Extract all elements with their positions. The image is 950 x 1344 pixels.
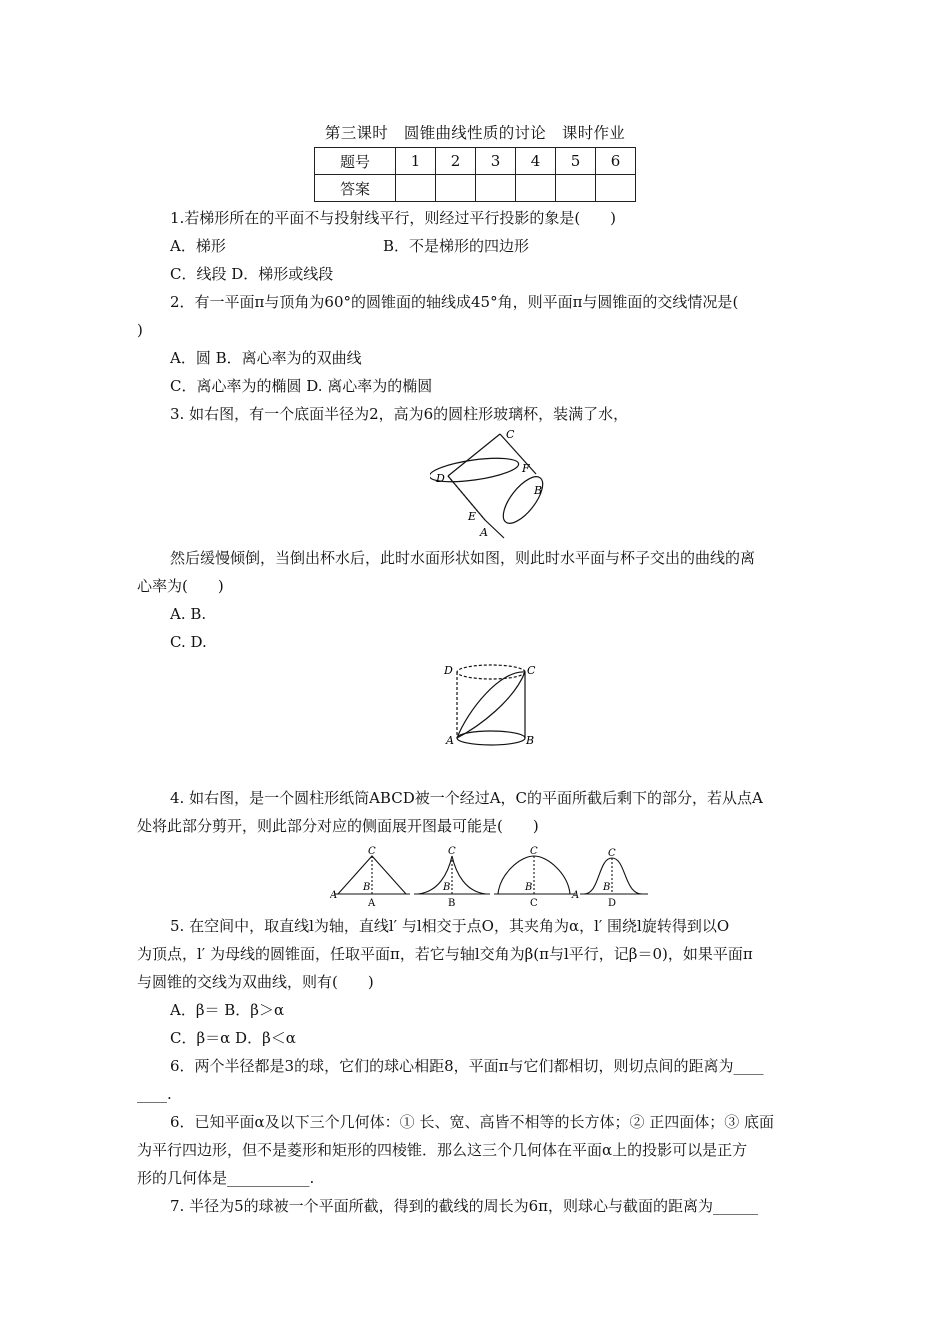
answer-cell xyxy=(396,175,436,202)
q4-panel-d-point-b: B xyxy=(603,882,611,893)
q5-line3: 与圆锥的交线为双曲线，则有( ) xyxy=(137,973,374,991)
q1-options-cd: C．线段 D．梯形或线段 xyxy=(170,265,334,283)
answer-cell xyxy=(556,175,596,202)
q4-label-a: A xyxy=(446,734,454,747)
answer-cell xyxy=(436,175,476,202)
answer-table-number: 1 xyxy=(396,148,436,175)
answer-table-number: 5 xyxy=(556,148,596,175)
q2-options-ab: A．圆 B．离心率为的双曲线 xyxy=(170,349,362,367)
q4-cut-cylinder-figure xyxy=(440,660,540,752)
page-title: 第三课时 圆锥曲线性质的讨论 课时作业 xyxy=(324,124,626,142)
q4-panel-a-point-c: C xyxy=(368,846,376,857)
q3-tilted-cylinder-figure xyxy=(430,426,550,542)
q3-label-d: D xyxy=(436,472,445,485)
q5-line1: 5. 在空间中，取直线l为轴，直线l′ 与l相交于点O，其夹角为α，l′ 围绕l旋转得到以O xyxy=(170,917,730,935)
answer-table-row-answers xyxy=(315,175,636,202)
answer-cell xyxy=(596,175,636,202)
q4-options-figure xyxy=(330,844,650,906)
answer-table-number: 4 xyxy=(516,148,556,175)
q3-label-b: B xyxy=(534,484,543,497)
q4-panel-c-point-b: B xyxy=(525,882,533,893)
q1-stem: 1.若梯形所在的平面不与投射线平行，则经过平行投影的象是( ) xyxy=(170,209,617,227)
q6b-line2: 为平行四边形，但不是菱形和矩形的四棱锥．那么这三个几何体在平面α上的投影可以是正方 xyxy=(137,1141,748,1159)
q4-panel-c-label: C xyxy=(530,898,538,906)
q4-label-c: C xyxy=(527,664,536,677)
q4-panel-d-point-a: A xyxy=(572,890,580,901)
q3-label-c: C xyxy=(506,428,515,441)
q3-label-a: A xyxy=(480,526,488,539)
q5-options-cd: C．β＝α D．β＜α xyxy=(170,1029,296,1047)
q4-label-d: D xyxy=(444,664,453,677)
q4-panel-d-label: D xyxy=(608,898,617,906)
q6b-line3: 形的几何体是___________. xyxy=(137,1169,315,1187)
q3-label-e: E xyxy=(468,510,477,523)
q1-option-b: B．不是梯形的四边形 xyxy=(383,237,530,255)
q4-panel-c-point-c: C xyxy=(530,846,538,857)
q3-stem: 3. 如右图，有一个底面半径为2，高为6的圆柱形玻璃杯，装满了水， xyxy=(170,405,629,423)
q3-continuation-line1: 然后缓慢倾倒，当倒出杯水后，此时水面形状如图，则此时水平面与杯子交出的曲线的离 xyxy=(170,549,756,567)
q4-panel-a-label: A xyxy=(368,898,376,906)
q7-line1: 7. 半径为5的球被一个平面所截，得到的截线的周长为6π，则球心与截面的距离为______ xyxy=(170,1197,759,1215)
q4-label-b: B xyxy=(526,734,535,747)
q3-options-ab: A. B. xyxy=(170,605,207,623)
answer-table-row-numbers xyxy=(315,148,636,175)
q2-stem-line2: ) xyxy=(137,321,143,339)
answer-table xyxy=(314,147,636,202)
q6a-line2: ____. xyxy=(137,1085,172,1103)
q5-line2: 为顶点，l′ 为母线的圆锥面，任取平面π，若它与轴l交角为β(π与l平行，记β＝0)，如果平面π xyxy=(137,945,753,963)
q5-options-ab: A．β＝ B．β＞α xyxy=(170,1001,285,1019)
q3-options-cd: C. D. xyxy=(170,633,207,651)
q4-panel-d-point-c: C xyxy=(608,848,616,859)
answer-cell xyxy=(476,175,516,202)
answer-table-number: 6 xyxy=(596,148,636,175)
answer-table-number: 2 xyxy=(436,148,476,175)
q4-stem-line1: 4. 如右图，是一个圆柱形纸筒ABCD被一个经过A，C的平面所截后剩下的部分，若从点A xyxy=(170,789,763,807)
answer-table-label-answer: 答案 xyxy=(315,175,396,202)
q1-option-a: A．梯形 xyxy=(170,237,226,255)
q2-stem-line1: 2．有一平面π与顶角为60°的圆锥面的轴线成45°角，则平面π与圆锥面的交线情况是( xyxy=(170,293,739,311)
q2-options-cd: C．离心率为的椭圆 D. 离心率为的椭圆 xyxy=(170,377,433,395)
q6b-line1: 6．已知平面α及以下三个几何体：① 长、宽、高皆不相等的长方体；② 正四面体；③ 底面 xyxy=(170,1113,774,1131)
answer-table-label-number: 题号 xyxy=(315,148,396,175)
q4-panel-b-point-c: C xyxy=(448,846,456,857)
q4-panel-b-point-b: B xyxy=(443,882,451,893)
q3-label-f: F xyxy=(522,462,530,475)
answer-cell xyxy=(516,175,556,202)
q6a-line1: 6．两个半径都是3的球，它们的球心相距8，平面π与它们都相切，则切点间的距离为____ xyxy=(170,1057,764,1075)
q4-panel-a-point-a: A xyxy=(330,890,338,901)
q4-stem-line2: 处将此部分剪开，则此部分对应的侧面展开图最可能是( ) xyxy=(137,817,539,835)
answer-table-number: 3 xyxy=(476,148,516,175)
q4-panel-a-point-b: B xyxy=(363,882,371,893)
q4-panel-b-label: B xyxy=(448,898,456,906)
q3-continuation-line2: 心率为( ) xyxy=(137,577,224,595)
